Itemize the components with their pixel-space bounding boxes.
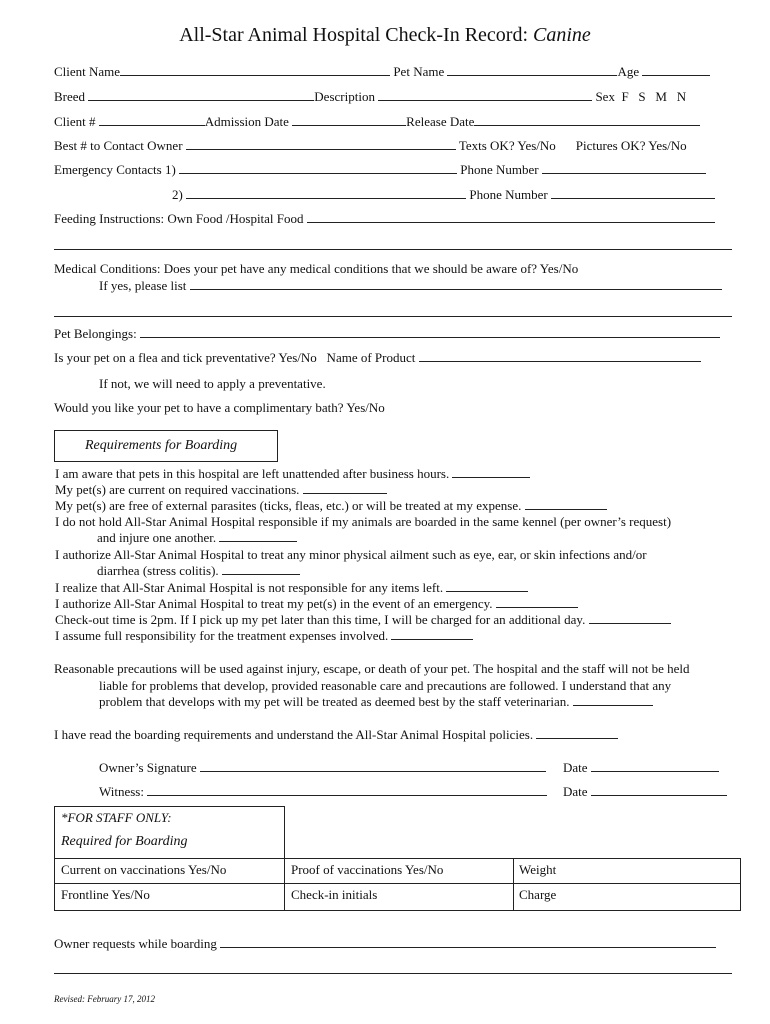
feeding-row [54,211,715,227]
acknowledgement: I have read the boarding requirements and understand the All-Star Animal Hospital policies. [54,727,618,743]
breed-row [54,89,686,105]
belongings-row [54,326,720,342]
requirement-2: My pet(s) are current on required vaccinations. [55,482,387,498]
if-yes-label: If yes, please list [99,278,187,293]
age-label: Age [617,64,640,79]
witness-date-row [563,784,727,800]
witness-label: Witness: [99,784,144,799]
staff-table-col-divider-1 [284,858,285,911]
breed-label: Breed [54,89,86,104]
required-for-boarding-label: Required for Boarding [61,834,188,849]
revised-date: Revised: February 17, 2012 [54,994,155,1004]
client-number-field[interactable] [99,114,205,126]
requirement-7: I authorize All-Star Animal Hospital to treat my pet(s) in the event of an emergency. [55,596,578,612]
client-name-label: Client Name [54,64,121,79]
requirement-1: I am aware that pets in this hospital are left unattended after business hours. [55,466,530,482]
phone-number-2-field[interactable] [551,187,715,199]
flea-row [54,350,701,366]
sex-options[interactable]: Sex F S M N [595,89,687,104]
owner-signature-field[interactable] [200,760,546,772]
pet-name-field[interactable] [447,64,617,76]
best-contact-label: Best # to Contact Owner [54,138,183,153]
owner-date-row [563,760,719,776]
emergency-contact-1-row [54,162,706,178]
client-number-label: Client # [54,114,96,129]
requirement-7-initials[interactable] [496,596,578,608]
client-number-row [54,114,700,130]
staff-charge[interactable]: Charge [519,887,557,902]
breed-field[interactable] [88,89,314,101]
precautions-line-2: liable for problems that develop, provided reasonable care and precautions are followed. I understand that any [99,678,672,693]
texts-ok[interactable]: Texts OK? Yes/No [458,138,556,153]
requirement-4-initials[interactable] [219,530,297,542]
staff-table-row-divider [54,883,741,884]
pet-name-label: Pet Name [393,64,445,79]
emergency-contact-2-field[interactable] [186,187,466,199]
feeding-line-2[interactable] [54,249,732,250]
precautions-line-1: Reasonable precautions will be used against injury, escape, or death of your pet. The hospital and the staff will not be held [54,661,690,676]
requirement-5-initials[interactable] [222,563,300,575]
staff-weight[interactable]: Weight [519,862,557,877]
owner-signature-row [99,760,546,776]
client-name-field[interactable] [120,64,390,76]
medical-line-2[interactable] [54,316,732,317]
acknowledgement-initials[interactable] [536,727,618,739]
feeding-field[interactable] [307,211,715,223]
pictures-ok[interactable]: Pictures OK? Yes/No [575,138,687,153]
owner-requests-row [54,936,716,952]
requirements-heading: Requirements for Boarding [54,430,278,462]
owner-requests-label: Owner requests while boarding [54,936,217,951]
feeding-label: Feeding Instructions: Own Food /Hospital Food [54,211,304,226]
staff-frontline[interactable]: Frontline Yes/No [61,887,150,902]
emergency-contacts-label: Emergency Contacts 1) [54,162,176,177]
admission-date-label: Admission Date [204,114,289,129]
requirement-8-initials[interactable] [589,612,671,624]
phone-number-label-2: Phone Number [469,187,548,202]
staff-table-col-divider-2 [513,858,514,911]
precautions-initials[interactable] [573,694,653,706]
medical-list-row [99,278,722,294]
owner-date-label: Date [563,760,588,775]
belongings-field[interactable] [140,326,720,338]
owner-signature-label: Owner’s Signature [99,760,197,775]
medical-conditions-question[interactable]: Medical Conditions: Does your pet have any medical conditions that we should be aware of? Yes/No [54,261,579,276]
phone-number-label: Phone Number [460,162,539,177]
emergency-contact-2-row [172,187,715,203]
medical-list-field[interactable] [190,278,722,290]
requirement-6: I realize that All-Star Animal Hospital is not responsible for any items left. [55,580,528,596]
page-title: All-Star Animal Hospital Check-In Record: Canine [179,24,591,46]
owner-requests-field[interactable] [220,936,716,948]
requirement-5-cont: diarrhea (stress colitis). [55,563,300,579]
description-field[interactable] [378,89,592,101]
requirement-8: Check-out time is 2pm. If I pick up my pet later than this time, I will be charged for an additional day. [55,612,671,628]
requirement-9: I assume full responsibility for the treatment expenses involved. [55,628,473,644]
staff-check-in-initials[interactable]: Check-in initials [291,887,378,902]
phone-number-1-field[interactable] [542,162,706,174]
emergency-contact-1-field[interactable] [179,162,457,174]
best-contact-field[interactable] [186,138,456,150]
flea-question[interactable]: Is your pet on a flea and tick preventative? Yes/No Name of Product [54,350,416,365]
precautions-line-3: problem that develops with my pet will be treated as deemed best by the staff veterinarian. [99,694,653,710]
witness-date-field[interactable] [591,784,727,796]
witness-field[interactable] [147,784,547,796]
requirement-9-initials[interactable] [391,628,473,640]
client-name-row [54,64,710,80]
contact-row [54,138,687,154]
staff-only-label: *FOR STAFF ONLY: [61,810,172,825]
release-date-field[interactable] [474,114,700,126]
description-label: Description [314,89,375,104]
bath-question[interactable]: Would you like your pet to have a complimentary bath? Yes/No [54,400,385,415]
requirement-6-initials[interactable] [446,580,528,592]
requirement-2-initials[interactable] [303,482,387,494]
staff-vaccinations-proof[interactable]: Proof of vaccinations Yes/No [291,862,444,877]
release-date-label: Release Date [406,114,475,129]
requirement-1-initials[interactable] [452,466,530,478]
requirement-5: I authorize All-Star Animal Hospital to treat any minor physical ailment such as eye, ear, or skin infections and/or [55,547,647,562]
witness-row [99,784,547,800]
requirement-3-initials[interactable] [525,498,607,510]
owner-requests-line-2[interactable] [54,973,732,974]
owner-date-field[interactable] [591,760,719,772]
belongings-label: Pet Belongings: [54,326,137,341]
staff-vaccinations-current[interactable]: Current on vaccinations Yes/No [61,862,227,877]
requirement-4-cont: and injure one another. [55,530,297,546]
contact-2-label: 2) [172,187,183,202]
admission-date-field[interactable] [292,114,406,126]
age-field[interactable] [642,64,710,76]
product-name-field[interactable] [419,350,701,362]
requirement-4: I do not hold All-Star Animal Hospital responsible if my animals are boarded in the same kennel (per owner’s request) [55,514,672,529]
if-not-note: If not, we will need to apply a preventative. [99,376,326,391]
requirement-3: My pet(s) are free of external parasites (ticks, fleas, etc.) or will be treated at my expense. [55,498,607,514]
witness-date-label: Date [563,784,588,799]
